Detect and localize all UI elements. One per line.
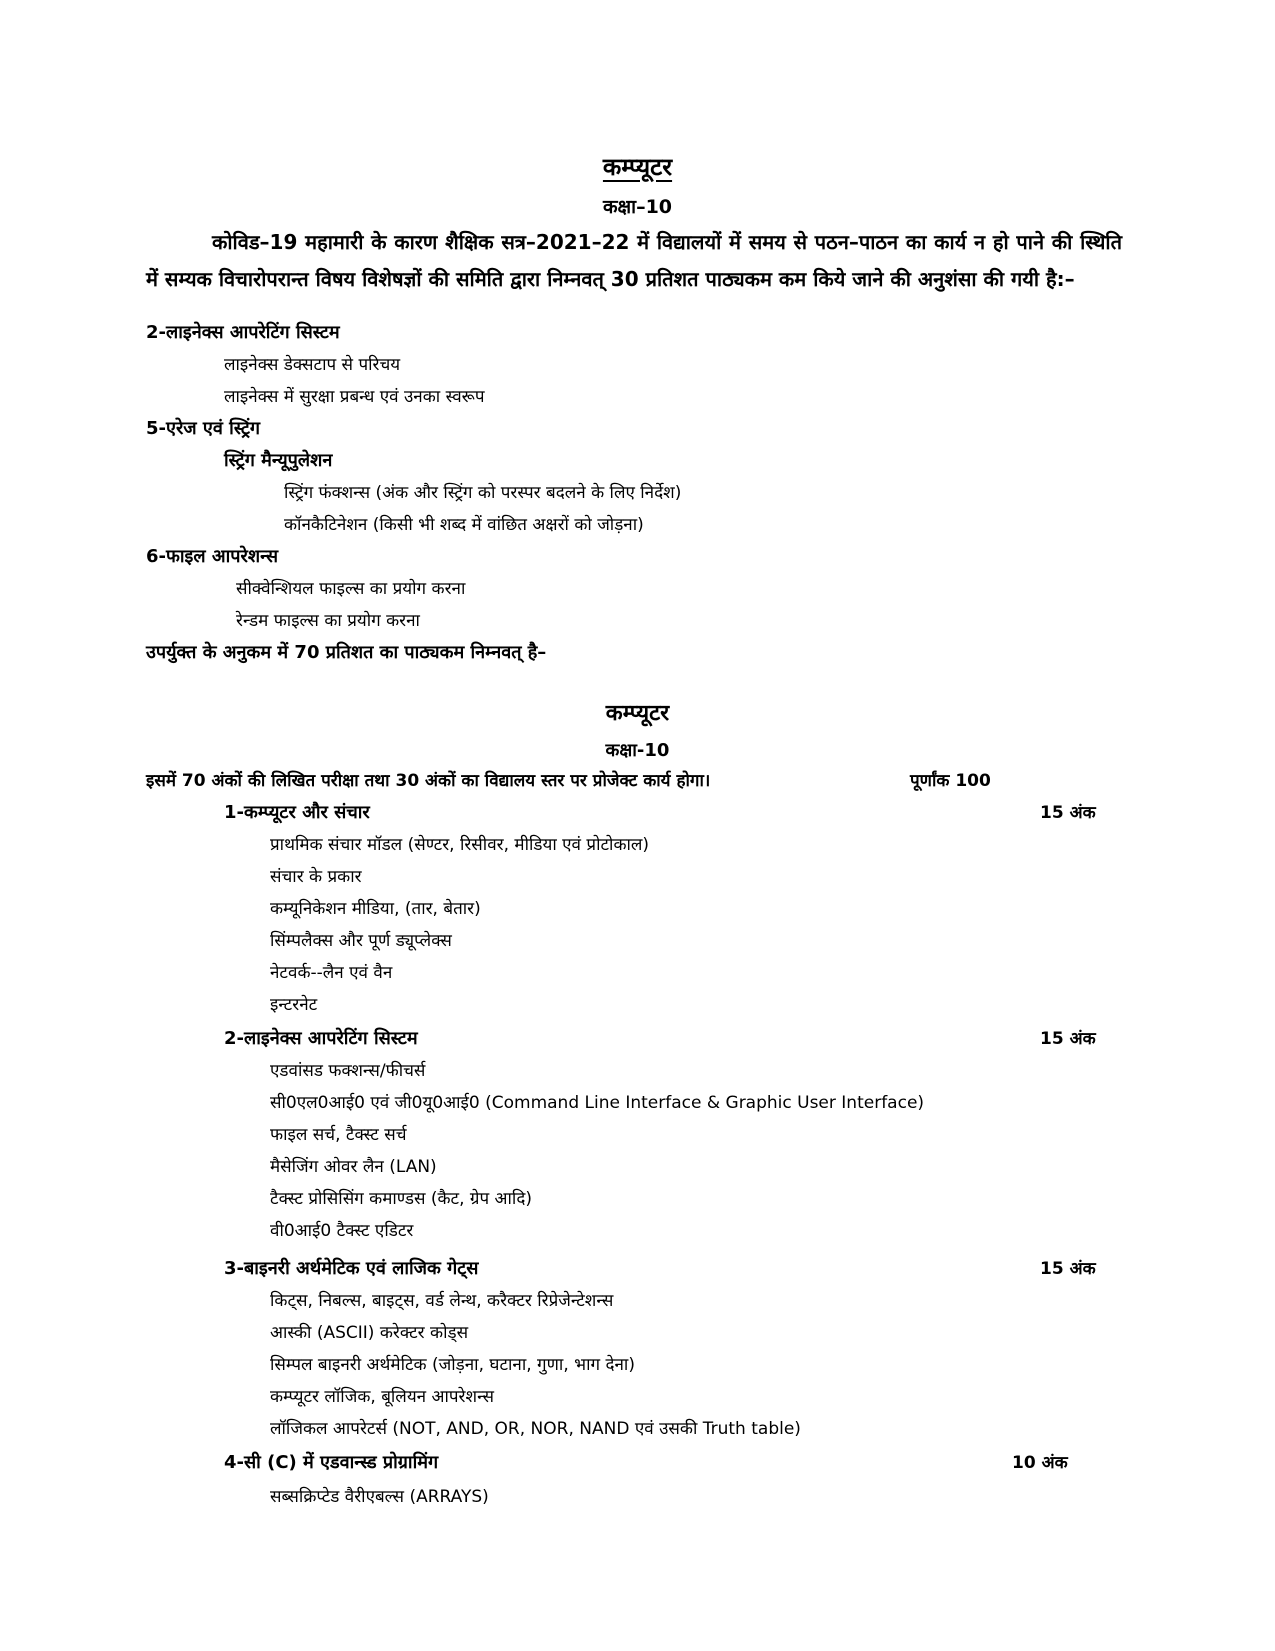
reduced-subheading-string: स्ट्रिंग मैन्यूपुलेशन (224, 450, 333, 471)
reduced-item: स्ट्रिंग फंक्शन्स (अंक और स्ट्रिंग को परस्पर बदलने के लिए निर्देश) (284, 483, 682, 503)
reduced-item: लाइनेक्स में सुरक्षा प्रबन्ध एवं उनका स्वरूप (224, 387, 485, 407)
section-item: सिंम्पलैक्स और पूर्ण ड्यूप्लेक्स (270, 931, 452, 951)
section-item: वी0आई0 टैक्स्ट एडिटर (270, 1221, 414, 1241)
section-marks: 10 अंक (1012, 1453, 1068, 1473)
section-heading: 2-लाइनेक्स आपरेटिंग सिस्टम (224, 1028, 418, 1049)
intro-paragraph: कोविड–19 महामारी के कारण शैक्षिक सत्र–2021–22 में विद्यालयों में समय से पठन–पाठन का कार्य न हो पाने की स्थिति में सम्यक विचारोपरान्त विषय विशेषज्ञों की समिति द्वारा निम्नवत् 30 प्रतिशत पाठ्यकम कम किये जाने की अनुशंसा की गयी है:– (146, 230, 1122, 291)
section-item: कम्यूनिकेशन मीडिया, (तार, बेतार) (270, 899, 481, 919)
section-marks: 15 अंक (1040, 1259, 1096, 1279)
section-item: आस्की (ASCII) करेक्टर कोड्स (270, 1323, 469, 1343)
section-heading: 1-कम्प्यूटर और संचार (224, 802, 370, 823)
section-item: प्राथमिक संचार मॉडल (सेण्टर, रिसीवर, मीडिया एवं प्रोटोकाल) (270, 835, 650, 855)
section-item: संचार के प्रकार (270, 867, 362, 887)
section-item: मैसेजिंग ओवर लैन (LAN) (270, 1157, 437, 1177)
reduced-heading-linux: 2-लाइनेक्स आपरेटिंग सिस्टम (146, 322, 340, 343)
section-item: सब्सक्रिप्टेड वैरीएबल्स (ARRAYS) (270, 1487, 489, 1507)
marks-statement: इसमें 70 अंकों की लिखित परीक्षा तथा 30 अंकों का विद्यालय स्तर पर प्रोजेक्ट कार्य होगा। (146, 771, 711, 791)
syllabus-class-label: कक्षा-10 (605, 740, 670, 761)
section-item: सी0एल0आई0 एवं जी0यू0आई0 (Command Line Interface & Graphic User Interface) (270, 1093, 925, 1113)
full-marks: पूर्णांक 100 (910, 771, 991, 791)
section-item: कम्प्यूटर लॉजिक, बूलियन आपरेशन्स (270, 1387, 495, 1407)
syllabus-title: कम्प्यूटर (605, 701, 670, 726)
section-item: किट्स, निबल्स, बाइट्स, वर्ड लेन्थ, करैक्टर रिप्रेजेन्टेशन्स (270, 1291, 614, 1311)
section-marks: 15 अंक (1040, 803, 1096, 823)
section-item: फाइल सर्च, टैक्स्ट सर्च (270, 1125, 407, 1145)
section-item: लॉजिकल आपरेटर्स (NOT, AND, OR, NOR, NAND एवं उसकी Truth table) (270, 1419, 801, 1439)
section-item: एडवांसड फक्शन्स/फीचर्स (270, 1061, 426, 1081)
reduced-item: रेन्डम फाइल्स का प्रयोग करना (236, 611, 420, 631)
page-title: कम्प्यूटर (602, 153, 673, 181)
reduced-item: सीक्वेन्शियल फाइल्स का प्रयोग करना (236, 579, 466, 599)
section-marks: 15 अंक (1040, 1029, 1096, 1049)
section-item: सिम्पल बाइनरी अर्थमेटिक (जोड़ना, घटाना, गुणा, भाग देना) (270, 1355, 635, 1375)
class-label: कक्षा–10 (602, 196, 673, 218)
section-item: इन्टरनेट (270, 995, 318, 1015)
section-item: टैक्स्ट प्रोसिसिंग कमाण्डस (कैट, ग्रेप आदि) (270, 1189, 532, 1209)
reduced-item: लाइनेक्स डेक्सटाप से परिचय (224, 355, 401, 375)
remaining-intro: उपर्युक्त के अनुकम में 70 प्रतिशत का पाठ्यकम निम्नवत् है– (146, 642, 547, 663)
reduced-heading-files: 6-फाइल आपरेशन्स (146, 546, 279, 567)
reduced-heading-arrays: 5-एरेज एवं स्ट्रिंग (146, 418, 261, 439)
section-item: नेटवर्क--लैन एवं वैन (270, 963, 393, 983)
section-heading: 3-बाइनरी अर्थमेटिक एवं लाजिक गेट्स (224, 1258, 479, 1279)
section-heading: 4-सी (C) में एडवान्स्ड प्रोग्रामिंग (224, 1452, 439, 1473)
reduced-item: कॉनकैटिनेशन (किसी भी शब्द में वांछित अक्षरों को जोड़ना) (284, 515, 644, 535)
